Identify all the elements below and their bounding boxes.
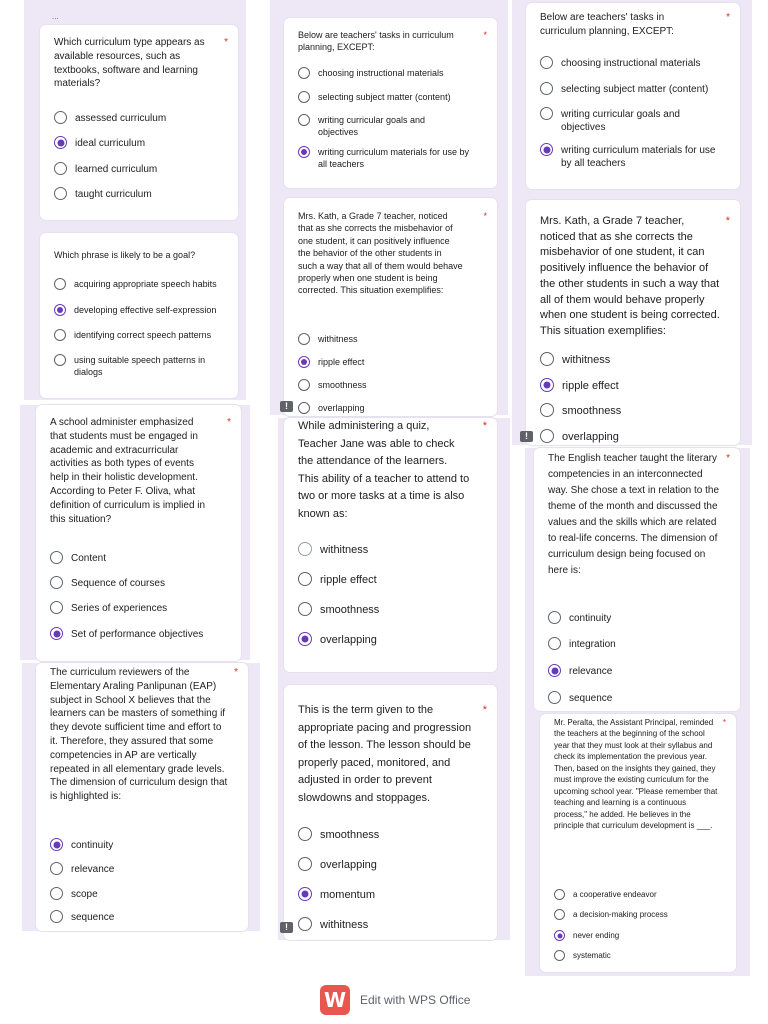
option[interactable]: learned curriculum	[54, 163, 230, 176]
radio-button[interactable]	[54, 329, 66, 341]
option[interactable]: ripple effect	[298, 357, 489, 369]
option[interactable]: developing effective self-expression	[54, 305, 230, 317]
option[interactable]: overlapping	[298, 858, 489, 872]
radio-button[interactable]	[298, 917, 312, 931]
question-text: A school administer emphasized that students must be engaged in academic and extracurricular activities as both types of events help in their holistic development. According to Peter F. Oliva, what definition of curriculum is implied in this situation? *	[50, 417, 231, 525]
question-card	[40, 233, 238, 398]
question-card	[284, 418, 497, 672]
radio-button[interactable]	[50, 910, 63, 923]
option[interactable]: overlapping	[298, 633, 489, 647]
option[interactable]: a cooperative endeavor	[554, 890, 728, 900]
option[interactable]: smoothness	[298, 380, 489, 392]
radio-button[interactable]	[540, 107, 553, 120]
option[interactable]: withitness	[540, 353, 732, 367]
option[interactable]: Series of experiences	[50, 602, 233, 615]
radio-button[interactable]	[548, 691, 561, 704]
radio-button[interactable]	[298, 857, 312, 871]
radio-button[interactable]	[548, 611, 561, 624]
radio-button[interactable]	[50, 551, 63, 564]
radio-button-selected[interactable]	[298, 887, 312, 901]
question-card	[540, 714, 736, 972]
radio-button[interactable]	[298, 67, 310, 79]
option[interactable]: sequence	[50, 911, 240, 924]
question-text: Which phrase is likely to be a goal?	[54, 250, 196, 260]
option[interactable]: writing curriculum materials for use by all teachers	[540, 144, 732, 170]
option[interactable]: selecting subject matter (content)	[540, 83, 732, 96]
question-card	[40, 25, 238, 220]
radio-button-selected[interactable]	[540, 143, 553, 156]
question-text: Mrs. Kath, a Grade 7 teacher, noticed that as she corrects the misbehavior of one student, it can positively influence the behavior of the other students in such a way that all of them would behave properly when one student is being corrected. This situation exemplifies: *	[540, 215, 730, 338]
question-card	[534, 448, 740, 711]
question-text: This is the term given to the appropriate pacing and progression of the lesson. The lesson should be properly paced, monitored, and adjusted in order to prevent slowdowns and stoppages. *	[298, 704, 487, 804]
radio-button[interactable]	[540, 56, 553, 69]
option[interactable]: momentum	[298, 888, 489, 902]
radio-button[interactable]	[298, 572, 312, 586]
radio-button-selected[interactable]	[540, 378, 554, 392]
feedback-flag-icon[interactable]: !	[280, 922, 293, 933]
radio-button[interactable]	[298, 827, 312, 841]
option[interactable]: never ending	[554, 931, 728, 941]
radio-button-selected[interactable]	[548, 664, 561, 677]
question-card	[284, 685, 497, 940]
wps-edit-link[interactable]: Edit with WPS Office	[360, 993, 471, 1007]
option[interactable]: identifying correct speech patterns	[54, 330, 230, 342]
radio-button-selected[interactable]	[298, 146, 310, 158]
question-card	[36, 405, 241, 661]
option[interactable]: continuity	[50, 839, 240, 852]
radio-button[interactable]	[54, 187, 67, 200]
radio-button-selected[interactable]	[298, 356, 310, 368]
question-text: The curriculum reviewers of the Elementary Araling Panlipunan (EAP) subject in School X believes that the learners can be masters of something if they devote sufficient time and effort to it. Therefore, they assured that some competencies in AP are vertically repeated in all elementary grade levels. The dimension of curriculum design that is highlighted is: *	[50, 667, 238, 803]
radio-button[interactable]	[554, 909, 565, 920]
radio-button[interactable]	[540, 82, 553, 95]
option[interactable]: using suitable speech patterns in dialogs	[54, 355, 230, 378]
radio-button[interactable]	[298, 114, 310, 126]
radio-button[interactable]	[298, 379, 310, 391]
option[interactable]: smoothness	[298, 828, 489, 842]
option[interactable]: scope	[50, 888, 240, 901]
radio-button[interactable]	[548, 637, 561, 650]
option[interactable]: selecting subject matter (content)	[298, 92, 489, 104]
option[interactable]: choosing instructional materials	[540, 57, 732, 70]
wps-logo-icon: W	[320, 985, 350, 1015]
option[interactable]: systematic	[554, 951, 728, 961]
question-card	[36, 663, 248, 931]
option[interactable]: smoothness	[298, 603, 489, 617]
radio-button[interactable]	[554, 950, 565, 961]
option[interactable]: withitness	[298, 918, 489, 932]
question-text: Which curriculum type appears as available resources, such as textbooks, software and learning materials? *	[54, 37, 228, 90]
option[interactable]: Set of performance objectives	[50, 628, 233, 641]
option[interactable]: overlapping	[540, 430, 732, 444]
question-text: Below are teachers' tasks in curriculum planning, EXCEPT: *	[298, 30, 487, 53]
question-card	[284, 18, 497, 188]
radio-button[interactable]	[50, 576, 63, 589]
radio-button[interactable]	[540, 352, 554, 366]
radio-button[interactable]	[50, 887, 63, 900]
radio-button[interactable]	[298, 542, 312, 556]
radio-button[interactable]	[540, 429, 554, 443]
radio-button[interactable]	[54, 354, 66, 366]
radio-button[interactable]	[554, 889, 565, 900]
option[interactable]: ripple effect	[298, 573, 489, 587]
radio-button[interactable]	[298, 602, 312, 616]
option[interactable]: choosing instructional materials	[298, 68, 489, 80]
option[interactable]: smoothness	[540, 404, 732, 418]
radio-button[interactable]	[54, 111, 67, 124]
option[interactable]: relevance	[548, 665, 732, 678]
feedback-flag-icon[interactable]: !	[280, 401, 293, 412]
question-card	[526, 200, 740, 445]
option[interactable]: Content	[50, 552, 233, 565]
radio-button[interactable]	[54, 162, 67, 175]
option[interactable]: a decision-making process	[554, 910, 728, 920]
radio-button-selected[interactable]	[554, 930, 565, 941]
radio-button-selected[interactable]	[50, 838, 63, 851]
radio-button-selected[interactable]	[54, 304, 66, 316]
option[interactable]: writing curricular goals and objectives	[298, 115, 489, 138]
option[interactable]: ripple effect	[540, 379, 732, 393]
radio-button[interactable]	[298, 402, 310, 414]
radio-button-selected[interactable]	[50, 627, 63, 640]
radio-button-selected[interactable]	[54, 136, 67, 149]
option[interactable]: ideal curriculum	[54, 137, 230, 150]
feedback-flag-icon[interactable]: !	[520, 431, 533, 442]
question-text: The English teacher taught the literary competencies in an interconnected way. She chose a text in relation to the theme of the month and discussed the values and the skills which are related to real-life concerns. The dimension of curriculum design being focused on here is: *	[548, 453, 730, 576]
option[interactable]: continuity	[548, 612, 732, 625]
question-text: Mr. Peralta, the Assistant Principal, reminded the teachers at the beginning of the school year that they must look at their syllabus and check its implementation the previous year. Then, based on the insights they gained, they must improve the existing curriculum for the upcoming school year. "Please remember that teaching and learning is a continuous process," he added. He believes in the principle that curriculum development is ___. *	[554, 718, 726, 830]
option[interactable]: writing curriculum materials for use by all teachers	[298, 147, 489, 170]
question-text: While administering a quiz, Teacher Jane was able to check the attendance of the learners. This ability of a teacher to attend to two or more tasks at a time is also known as: *	[298, 420, 487, 520]
radio-button[interactable]	[50, 862, 63, 875]
radio-button[interactable]	[50, 601, 63, 614]
question-card	[284, 198, 497, 416]
top-ellipsis: ...	[52, 12, 59, 21]
radio-button[interactable]	[540, 403, 554, 417]
question-text: Below are teachers' tasks in curriculum planning, EXCEPT: *	[540, 12, 730, 37]
question-card	[526, 3, 740, 189]
radio-button[interactable]	[298, 333, 310, 345]
option[interactable]: relevance	[50, 863, 240, 876]
radio-button-selected[interactable]	[298, 632, 312, 646]
option[interactable]: writing curricular goals and objectives	[540, 108, 732, 134]
wps-watermark[interactable]	[320, 985, 470, 1015]
question-text: Mrs. Kath, a Grade 7 teacher, noticed that as she corrects the misbehavior of one student, it can positively influence the behavior of the other students in such a way that all of them would behave properly when one student is being corrected. This situation exemplifies: *	[298, 211, 487, 296]
option[interactable]: integration	[548, 638, 732, 651]
option[interactable]: assessed curriculum	[54, 112, 230, 125]
option[interactable]: Sequence of courses	[50, 577, 233, 590]
option[interactable]: taught curriculum	[54, 188, 230, 201]
option[interactable]: overlapping	[298, 403, 489, 415]
radio-button[interactable]	[54, 278, 66, 290]
option[interactable]: sequence	[548, 692, 732, 705]
radio-button[interactable]	[298, 91, 310, 103]
option[interactable]: acquiring appropriate speech habits	[54, 279, 230, 291]
option[interactable]: withitness	[298, 334, 489, 346]
option[interactable]: withitness	[298, 543, 489, 557]
